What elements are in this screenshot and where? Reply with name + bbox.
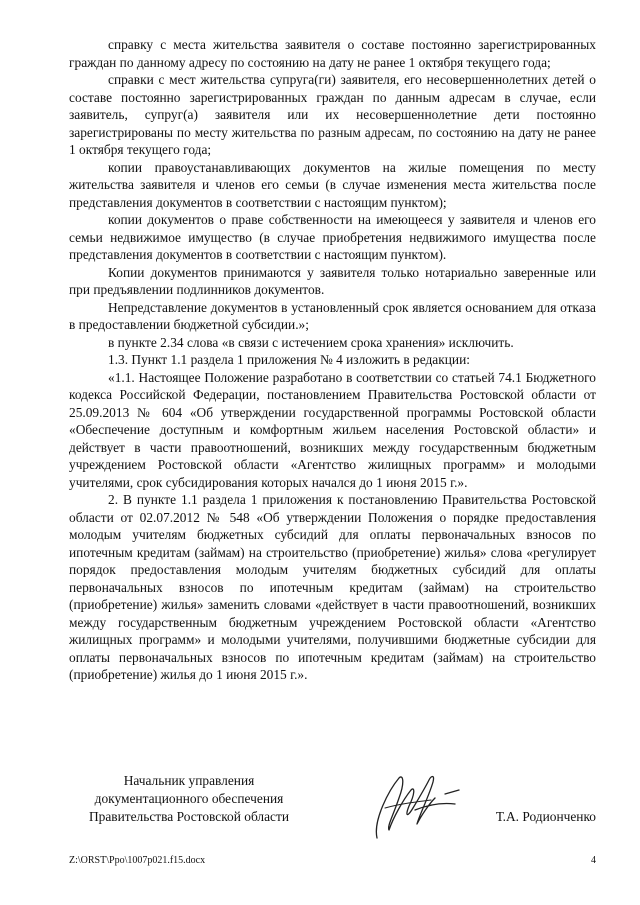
paragraph: в пункте 2.34 слова «в связи с истечением срока хранения» исключить. <box>108 334 514 350</box>
position-line: документационного обеспечения <box>94 791 284 806</box>
signatory-name: Т.А. Родионченко <box>495 809 596 824</box>
paragraph: «1.1. Настоящее Положение разработано в соответствии со статьей 74.1 Бюджетного кодекса Российской Федерации, постановлением Правительства Ростовской области от 25.09.2013 № 604 «Об утверждении государственной программы Ростовской области «Обеспечение доступным и комфортным жильем населения Ростовской области» и действует в части правоотношений, возникших между государственным бюджетным учреждением Ростовской области «Агентство жилищных программ» и молодыми учителями, срок субсидирования которых начался до 1 июня 2015 г.». <box>69 369 596 490</box>
paragraph: справку с места жительства заявителя о составе постоянно зарегистрированных граждан по данному адресу по состоянию на дату не ранее 1 октября текущего года; <box>69 37 596 70</box>
file-path: Z:\ORST\Ppo\1007p021.f15.docx <box>69 855 206 866</box>
paragraph: копии правоустанавливающих документов на жилые помещения по месту жительства заявителя и членов его семьи (в случае изменения места жительства после представления документов в соответствии с настоящим пунктом); <box>69 159 596 210</box>
paragraph: Копии документов принимаются у заявителя только нотариально заверенные или при предъявлении подлинников документов. <box>69 264 596 297</box>
paragraph: 1.3. Пункт 1.1 раздела 1 приложения № 4 изложить в редакции: <box>108 352 470 367</box>
paragraph: копии документов о праве собственности на имеющееся у заявителя и членов его семьи недвижимое имущество (в случае приобретения недвижимого имущества после представления документов в соответствии с настоящим пунктом). <box>69 212 596 262</box>
paragraph: 2. В пункте 1.1 раздела 1 приложения к постановлению Правительства Ростовской области от 02.07.2012 № 548 «Об утверждении Положения о порядке предоставления молодым учителям бюджетных субсидий для оплаты первоначальных взносов по ипотечным кредитам (займам) на строительство (приобретение) жилья» слова «регулирует порядок предоставления молодым учителям бюджетных субсидий для оплаты первоначальных взносов по ипотечным кредитам (займам) на строительство (приобретение) жилья» заменить словами «действует в части правоотношений, возникших между государственным бюджетным учреждением Ростовской области «Агентство жилищных программ» и молодыми учителями, получившими бюджетные субсидии для оплаты первоначальных взносов по ипотечным кредитам (займам) на строительство (приобретение) жилья до 1 июня 2015 г.». <box>69 492 596 682</box>
paragraph: справки с мест жительства супруга(ги) заявителя, его несовершеннолетних детей о составе постоянно зарегистрированных граждан по данным адресам в случае, если заявитель, супруг(а) заявителя или их несовершеннолетние дети постоянно зарегистрированы по месту жительства по разным адресам, по состоянию на дату не ранее 1 октября текущего года; <box>69 72 596 157</box>
signatory-position <box>69 772 309 826</box>
page-number: 4 <box>591 855 596 866</box>
handwritten-signature <box>359 760 469 850</box>
position-line: Начальник управления <box>123 773 255 788</box>
paragraph: Непредставление документов в установленный срок является основанием для отказа в предоставлении бюджетной субсидии.»; <box>69 299 596 332</box>
signature-block <box>69 772 596 832</box>
position-line: Правительства Ростовской области <box>88 809 290 824</box>
document-body <box>69 36 596 684</box>
